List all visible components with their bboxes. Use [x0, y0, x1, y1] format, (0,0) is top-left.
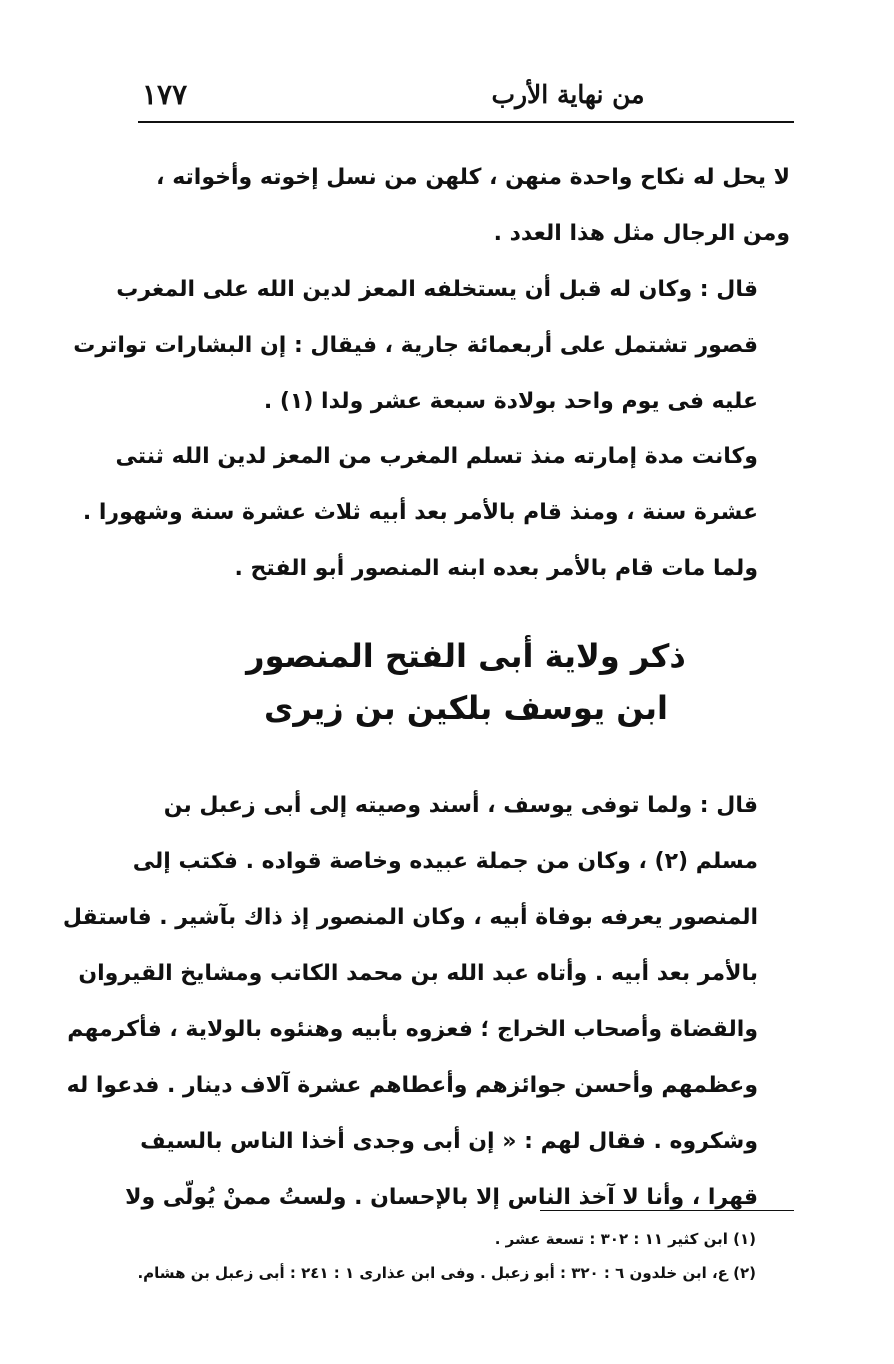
page-header — [138, 78, 794, 124]
paragraph-2 — [73, 262, 790, 430]
text-line: وشكروه . فقال لهم : « إن أبى وجدى أخذا الناس بالسيف — [140, 1129, 758, 1154]
text-line: مسلم (٢) ، وكان من جملة عبيده وخاصة قواده . فكتب إلى — [132, 849, 758, 874]
footnote-rule — [540, 1210, 794, 1211]
footnotes — [136, 1222, 756, 1290]
text-line: والقضاة وأصحاب الخراج ؛ فعزوه بأبيه وهنئوه بالولاية ، فأكرمهم — [67, 1017, 758, 1042]
section-heading-line-1: ذكر ولاية أبى الفتح المنصور — [246, 637, 686, 675]
footnote-1: (١) ابن كثير ١١ : ٣٠٢ : تسعة عشر . — [494, 1230, 756, 1248]
page-number: ١٧٧ — [142, 78, 188, 111]
section-heading-line-2: ابن يوسف بلكين بن زيرى — [263, 689, 669, 727]
paragraph-3 — [82, 429, 790, 597]
paragraph-4 — [62, 778, 790, 1226]
text-line: قال : ولما توفى يوسف ، أسند وصيته إلى أبى زعبل بن — [163, 793, 758, 818]
text-line: ومن الرجال مثل هذا العدد . — [493, 221, 790, 246]
text-line: قال : وكان له قبل أن يستخلفه المعز لدين الله على المغرب — [116, 277, 758, 302]
text-line: المنصور يعرفه بوفاة أبيه ، وكان المنصور إذ ذاك بآشير . فاستقل — [62, 905, 758, 930]
section-heading — [138, 630, 794, 734]
text-line: قصور تشتمل على أربعمائة جارية ، فيقال : إن البشارات تواترت — [73, 333, 758, 358]
paragraph-1 — [138, 150, 790, 262]
text-line: ولما مات قام بالأمر بعده ابنه المنصور أبو الفتح . — [234, 556, 758, 581]
text-line: وعظمهم وأحسن جوائزهم وأعطاهم عشرة آلاف دينار . فدعوا له — [66, 1073, 758, 1098]
text-line: وكانت مدة إمارته منذ تسلم المغرب من المعز لدين الله ثنتى — [115, 444, 758, 469]
text-line: قهرا ، وأنا لا آخذ الناس إلا بالإحسان . ولستُ ممنْ يُولّى ولا — [125, 1185, 758, 1210]
text-line: بالأمر بعد أبيه . وأتاه عبد الله بن محمد الكاتب ومشايخ القيروان — [78, 961, 758, 986]
text-line: عليه فى يوم واحد بولادة سبعة عشر ولدا (١) . — [263, 389, 758, 414]
running-title: من نهاية الأرب — [491, 80, 645, 109]
footnote-2: (٢) ع، ابن خلدون ٦ : ٣٢٠ : أبو زعبل . وفى ابن عذارى ١ : ٢٤١ : أبى زعبل بن هشام. — [137, 1264, 756, 1282]
header-rule — [138, 121, 794, 123]
text-line: لا يحل له نكاح واحدة منهن ، كلهن من نسل إخوته وأخواته ، — [156, 165, 790, 190]
text-line: عشرة سنة ، ومنذ قام بالأمر بعد أبيه ثلاث عشرة سنة وشهورا . — [82, 500, 758, 525]
